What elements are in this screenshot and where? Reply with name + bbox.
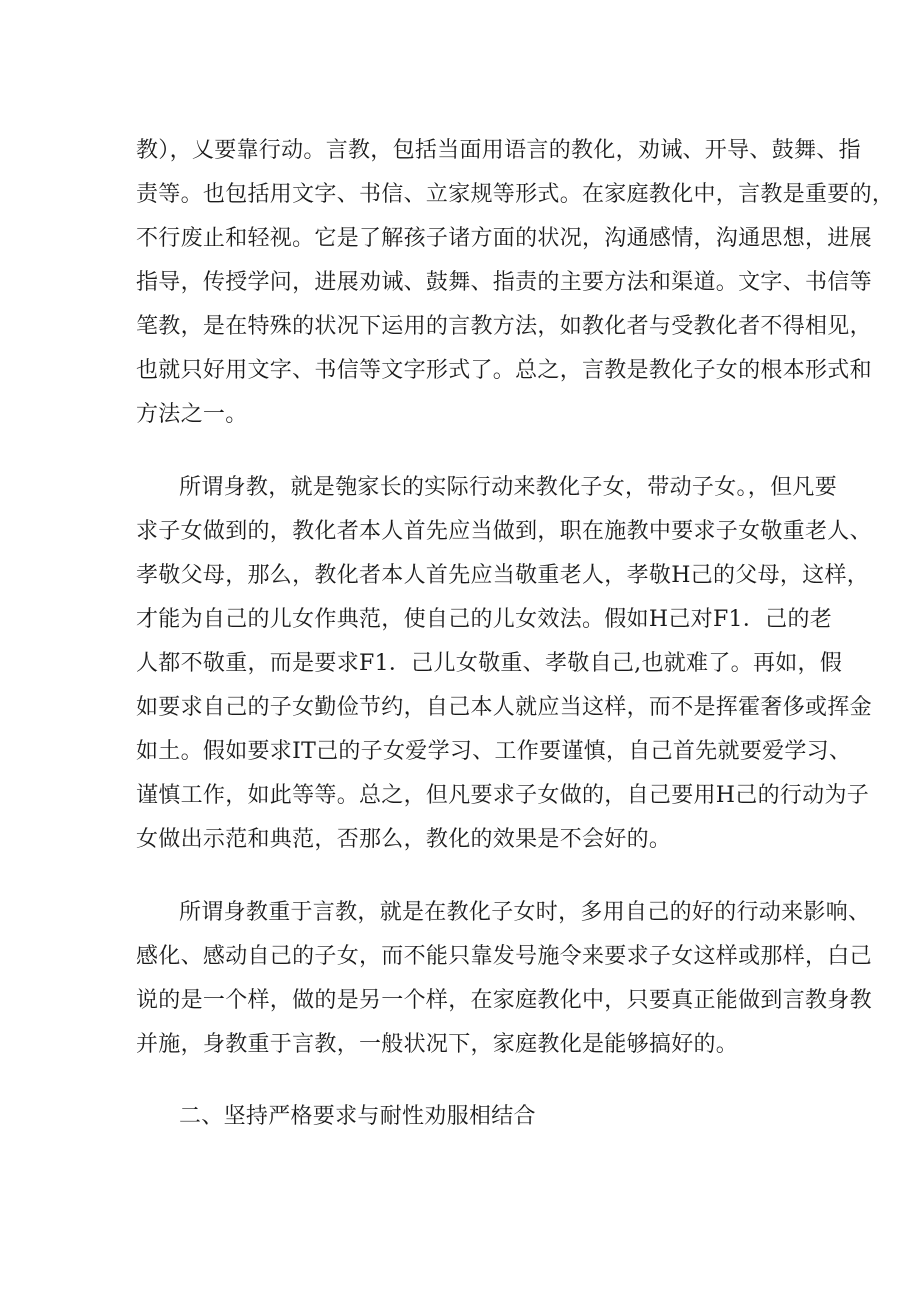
paragraph-2-line-2: 求子女做到的，教化者本人首先应当做到，职在施教中要求子女敬重老人、	[136, 519, 872, 544]
paragraph-3-line-1: 所谓身教重于言教，就是在教化子女时，多用自己的好的行动来影响、	[179, 900, 871, 925]
paragraph-2-line-7: 如土。假如要求IT己的子女爱学习、工作要谨慎，自己首先就要爱学习、	[136, 739, 852, 764]
paragraph-3-line-4: 并施，身教重于言教，一般状况下，家庭教化是能够搞好的。	[136, 1032, 739, 1057]
section-heading: 二、坚持严格要求与耐性劝服相结合	[179, 1104, 536, 1129]
paragraph-1-line-6: 也就只好用文字、书信等文字形式了。总之，言教是教化子女的根本形式和	[136, 358, 872, 383]
paragraph-1-line-2: 责等。也包括用文字、书信、立家规等形式。在家庭教化中，言教是重要的，	[136, 182, 895, 207]
paragraph-2-line-3: 孝敬父母，那么，教化者本人首先应当敬重老人，孝敬H己的父母，这样，	[136, 563, 870, 588]
paragraph-2-line-1: 所谓身教，就是匏家长的实际行动来教化子女，带动子女。，但凡要	[179, 475, 838, 500]
paragraph-1-line-3: 不行废止和轻视。它是了解孩子诸方面的状况，沟通感情，沟通思想，进展	[136, 226, 872, 251]
paragraph-2-line-6: 如要求自己的子女勤俭节约，自己本人就应当这样，而不是挥霍奢侈或挥金	[136, 695, 872, 720]
paragraph-1-line-4: 指导，传授学问，进展劝诫、鼓舞、指责的主要方法和渠道。文字、书信等	[136, 270, 872, 295]
paragraph-2-line-9: 女做出示范和典范，否那么，教化的效果是不会好的。	[136, 827, 672, 852]
paragraph-1-line-5: 笔教，是在特殊的状况下运用的言教方法，如教化者与受教化者不得相见，	[136, 314, 872, 339]
paragraph-3-line-2: 感化、感动自己的子女，而不能只靠发号施令来要求子女这样或那样，白己	[136, 944, 872, 969]
paragraph-2-line-5: 人都不敬重，而是要求F1．己儿女敬重、孝敬自己,也就难了。再如，假	[136, 651, 843, 676]
paragraph-1-line-1: 教），乂要靠行动。言教，包括当面用语言的教化，劝诫、开导、鼓舞、指	[136, 138, 861, 163]
paragraph-3-line-3: 说的是一个样，做的是另一个样，在家庭教化中，只要真正能做到言教身教	[136, 988, 872, 1013]
paragraph-1-line-7: 方法之一。	[136, 402, 248, 427]
paragraph-2-line-8: 谨慎工作，如此等等。总之，但凡要求子女做的，自己要用H己的行动为子	[136, 783, 870, 808]
paragraph-2-line-4: 才能为自己的儿女作典范，使自己的儿女效法。假如H己对F1．己的老	[136, 607, 833, 632]
